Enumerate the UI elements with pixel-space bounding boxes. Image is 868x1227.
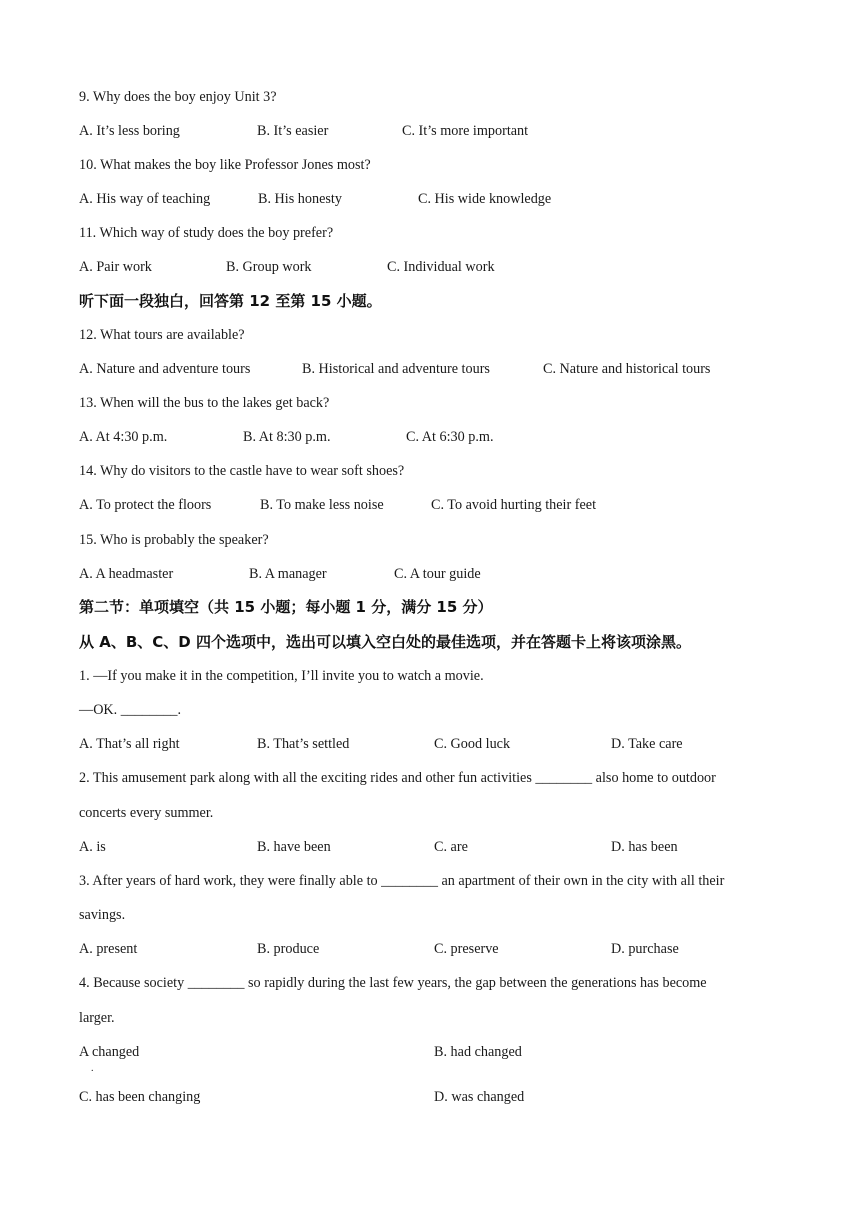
grammar-question-3-option-c: C. preserve: [434, 941, 499, 957]
question-14-option-c: C. To avoid hurting their feet: [431, 497, 597, 513]
grammar-question-3-option-a: A. present: [79, 941, 138, 957]
grammar-question-1-option-d: D. Take care: [611, 736, 683, 752]
question-9-option-c: C. It’s more important: [402, 123, 529, 139]
grammar-question-2-option-a: A. is: [79, 839, 106, 855]
question-9-option-a: A. It’s less boring: [79, 123, 180, 139]
section-two-instruction: 从 A、B、C、D 四个选项中，选出可以填入空白处的最佳选项，并在答题卡上将该项涂黑。: [79, 633, 691, 651]
question-9-option-b: B. It’s easier: [257, 123, 329, 139]
question-15-option-b: B. A manager: [249, 566, 327, 582]
question-13-option-a: A. At 4:30 p.m.: [79, 429, 168, 445]
question-13-option-c: C. At 6:30 p.m.: [406, 429, 494, 445]
grammar-question-2-option-c: C. are: [434, 839, 468, 855]
grammar-question-4-stem-line-2: larger.: [79, 1010, 115, 1026]
grammar-question-1-option-a: A. That’s all right: [79, 736, 180, 752]
question-10-option-b: B. His honesty: [258, 191, 342, 207]
question-14-option-b: B. To make less noise: [260, 497, 384, 513]
grammar-question-4-option-a: A changed: [79, 1044, 140, 1060]
grammar-question-1-stem-line-2: —OK. ________.: [79, 702, 182, 718]
question-10-stem: 10. What makes the boy like Professor Jones most?: [79, 157, 371, 173]
grammar-question-2-stem-line-2: concerts every summer.: [79, 805, 214, 821]
question-11-option-c: C. Individual work: [387, 259, 495, 275]
grammar-question-4-option-d: D. was changed: [434, 1089, 525, 1105]
monologue-instruction: 听下面一段独白，回答第 12 至第 15 小题。: [79, 292, 382, 310]
grammar-question-2-option-b: B. have been: [257, 839, 331, 855]
grammar-question-1-stem-line-1: 1. —If you make it in the competition, I’ll invite you to watch a movie.: [79, 668, 484, 684]
grammar-question-1-option-c: C. Good luck: [434, 736, 511, 752]
grammar-question-3-option-d: D. purchase: [611, 941, 679, 957]
question-12-stem: 12. What tours are available?: [79, 327, 245, 343]
question-13-stem: 13. When will the bus to the lakes get back?: [79, 395, 330, 411]
question-11-option-a: A. Pair work: [79, 259, 152, 275]
grammar-question-2-stem-line-1: 2. This amusement park along with all the exciting rides and other fun activities ________ also home to outdoor: [79, 770, 716, 786]
grammar-question-3-stem-line-1: 3. After years of hard work, they were finally able to ________ an apartment of their own in the city with all their: [79, 873, 725, 889]
question-15-option-a: A. A headmaster: [79, 566, 174, 582]
question-13-option-b: B. At 8:30 p.m.: [243, 429, 331, 445]
question-10-option-c: C. His wide knowledge: [418, 191, 552, 207]
grammar-question-4-option-c: C. has been changing: [79, 1089, 201, 1105]
question-14-option-a: A. To protect the floors: [79, 497, 212, 513]
grammar-question-2-option-d: D. has been: [611, 839, 678, 855]
question-12-option-b: B. Historical and adventure tours: [302, 361, 490, 377]
question-9-stem: 9. Why does the boy enjoy Unit 3?: [79, 89, 277, 105]
question-11-stem: 11. Which way of study does the boy prefer?: [79, 225, 334, 241]
grammar-question-1-option-b: B. That’s settled: [257, 736, 350, 752]
section-two-title: 第二节：单项填空（共 15 小题；每小题 1 分，满分 15 分）: [79, 598, 493, 616]
grammar-question-4-option-b: B. had changed: [434, 1044, 522, 1060]
question-12-option-c: C. Nature and historical tours: [543, 361, 711, 377]
grammar-question-3-option-b: B. produce: [257, 941, 320, 957]
grammar-question-3-stem-line-2: savings.: [79, 907, 126, 923]
stray-dot-mark: .: [91, 1063, 94, 1074]
question-12-option-a: A. Nature and adventure tours: [79, 361, 251, 377]
question-10-option-a: A. His way of teaching: [79, 191, 211, 207]
question-14-stem: 14. Why do visitors to the castle have to wear soft shoes?: [79, 463, 405, 479]
grammar-question-4-stem-line-1: 4. Because society ________ so rapidly during the last few years, the gap between the generations has become: [79, 975, 707, 991]
question-15-stem: 15. Who is probably the speaker?: [79, 532, 269, 548]
question-11-option-b: B. Group work: [226, 259, 312, 275]
question-15-option-c: C. A tour guide: [394, 566, 481, 582]
